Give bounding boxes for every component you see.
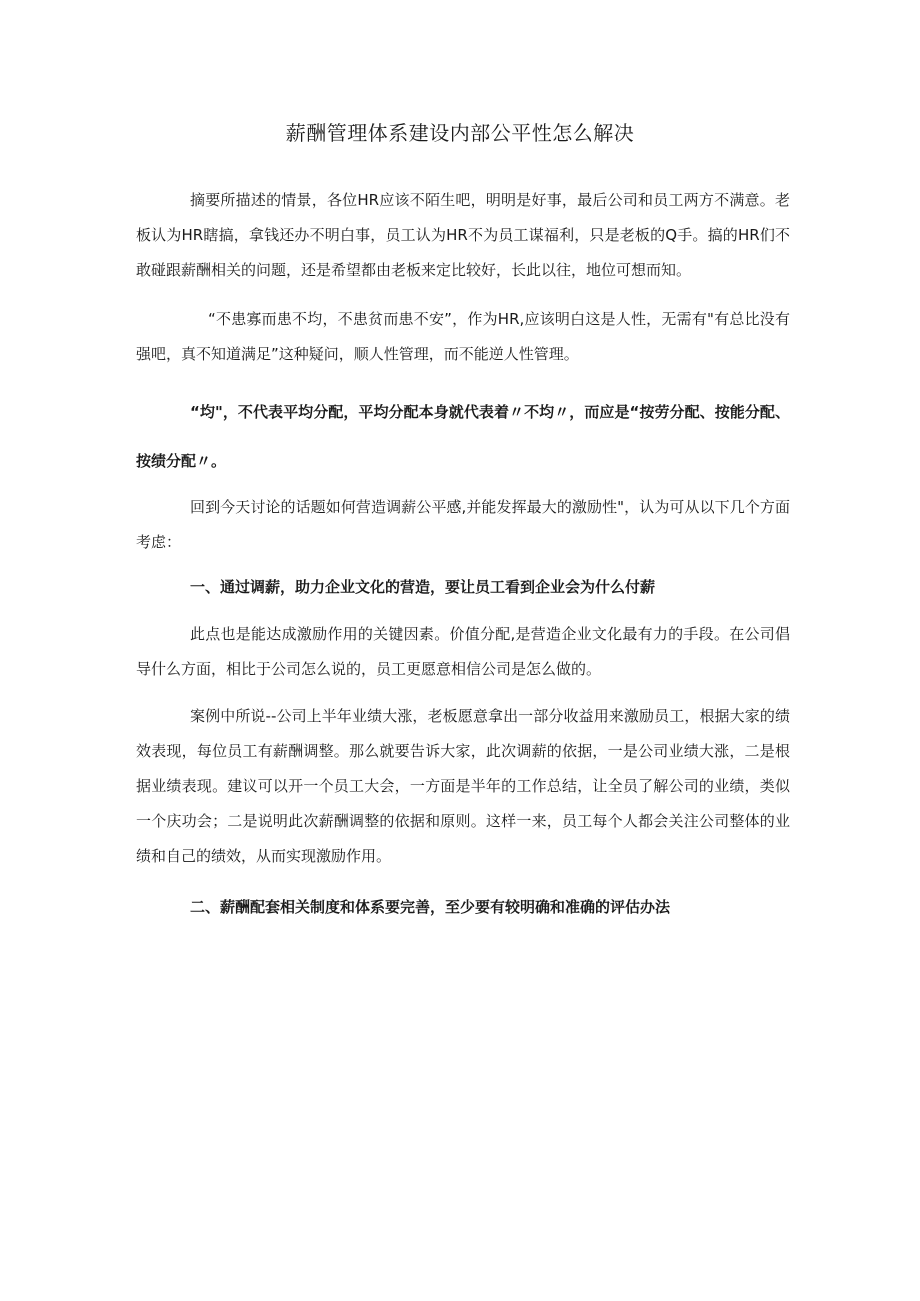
document-title: 薪酬管理体系建设内部公平性怎么解决 xyxy=(285,121,635,145)
paragraph-topic: 回到今天讨论的话题如何营造调薪公平感,并能发挥最大的激励性"，认为可从以下几个方面考虑： xyxy=(136,498,790,551)
section-heading-1: 一、通过调薪，助力企业文化的营造，要让员工看到企业会为什么付薪 xyxy=(190,578,656,596)
paragraph-quote: “不患寡而患不均，不患贫而患不安”，作为HR,应该明白这是人性，无需有"有总比没有强吧，真不知道满足”这种疑问，顺人性管理，而不能逆人性管理。 xyxy=(136,310,790,363)
paragraph-section1-a: 此点也是能达成激励作用的关键因素。价值分配,是营造企业文化最有力的手段。在公司倡导什么方面，相比于公司怎么说的，员工更愿意相信公司是怎么做的。 xyxy=(136,625,790,678)
section-heading-2: 二、薪酬配套相关制度和体系要完善，至少要有较明确和准确的评估办法 xyxy=(190,898,671,916)
paragraph-principle: “均"，不代表平均分配，平均分配本身就代表着〃不均〃，而应是“按劳分配、按能分配、按绩分配〃。 xyxy=(136,403,790,470)
paragraph-section1-b: 案例中所说--公司上半年业绩大涨，老板愿意拿出一部分收益用来激励员工，根据大家的绩效表现，每位员工有薪酬调整。那么就要告诉大家，此次调薪的依据，一是公司业绩大涨，二是根据业绩表现。建议可以开一个员工大会，一方面是半年的工作总结，让全员了解公司的业绩，类似一个庆功会；二是说明此次薪酬调整的依据和原则。这样一来，员工每个人都会关注公司整体的业绩和自己的绩效，从而实现激励作用。 xyxy=(136,707,790,865)
document-body xyxy=(136,183,790,925)
paragraph-intro: 摘要所描述的情景，各位HR应该不陌生吧，明明是好事，最后公司和员工两方不满意。老板认为HR瞎搞，拿钱还办不明白事，员工认为HR不为员工谋福利，只是老板的Q手。搞的HR们不敢碰跟薪酬相关的问题，还是希望都由老板来定比较好，长此以往，地位可想而知。 xyxy=(136,191,790,279)
